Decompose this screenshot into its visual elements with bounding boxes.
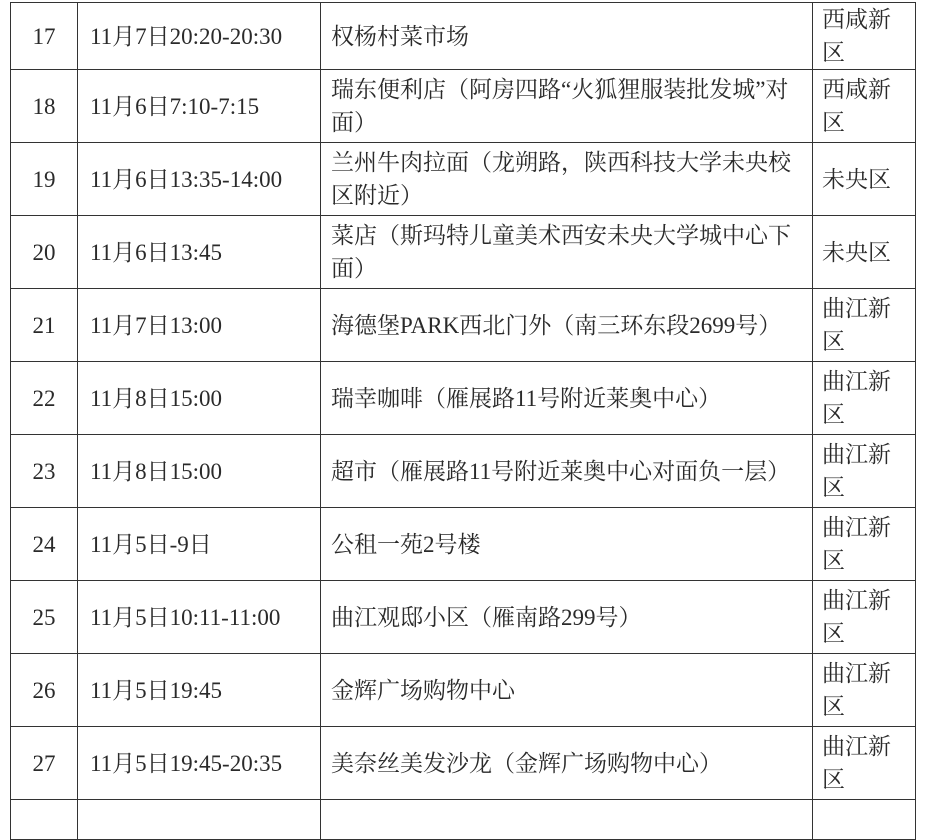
table-row (11, 727, 916, 800)
cell-index: 17 (11, 3, 78, 70)
cell-index: 20 (11, 216, 78, 289)
cell-location: 公租一苑2号楼 (321, 508, 813, 581)
table-row (11, 70, 916, 143)
cell-location: 瑞东便利店（阿房四路“火狐狸服装批发城”对面） (321, 70, 813, 143)
cell-location: 兰州牛肉拉面（龙朔路，陕西科技大学未央校区附近） (321, 143, 813, 216)
cell-time: 11月8日15:00 (78, 362, 321, 435)
cell-index: 22 (11, 362, 78, 435)
cell-time: 11月6日7:10-7:15 (78, 70, 321, 143)
cell-district: 曲江新区 (813, 362, 916, 435)
cell-location: 海德堡PARK西北门外（南三环东段2699号） (321, 289, 813, 362)
cell-district: 曲江新区 (813, 508, 916, 581)
cell-index: 23 (11, 435, 78, 508)
cell-district: 曲江新区 (813, 581, 916, 654)
cell-district: 曲江新区 (813, 727, 916, 800)
table-row (11, 143, 916, 216)
cell-district: 西咸新区 (813, 70, 916, 143)
cell-time: 11月8日15:00 (78, 435, 321, 508)
cell-location: 权杨村菜市场 (321, 3, 813, 70)
cell-time: 11月5日-9日 (78, 508, 321, 581)
cell-location: 瑞幸咖啡（雁展路11号附近莱奥中心） (321, 362, 813, 435)
cell-district: 曲江新区 (813, 654, 916, 727)
cell-district: 曲江新区 (813, 289, 916, 362)
table-row (11, 654, 916, 727)
cell-index: 27 (11, 727, 78, 800)
cell-location: 美奈丝美发沙龙（金辉广场购物中心） (321, 727, 813, 800)
table-row (11, 3, 916, 70)
cell-location: 曲江观邸小区（雁南路299号） (321, 581, 813, 654)
table-row (11, 581, 916, 654)
cell-index: 25 (11, 581, 78, 654)
cell-location: 金辉广场购物中心 (321, 654, 813, 727)
cell-index: 18 (11, 70, 78, 143)
cell-time: 11月5日19:45-20:35 (78, 727, 321, 800)
cell-location: 菜店（斯玛特儿童美术西安未央大学城中心下面） (321, 216, 813, 289)
cell-time: 11月5日10:11-11:00 (78, 581, 321, 654)
cell-index: 26 (11, 654, 78, 727)
cell-district: 未央区 (813, 216, 916, 289)
document-page (10, 2, 915, 840)
cell-index: 21 (11, 289, 78, 362)
table-row (11, 289, 916, 362)
cell-index: 24 (11, 508, 78, 581)
cell-time: 11月7日20:20-20:30 (78, 3, 321, 70)
cell-district: 曲江新区 (813, 435, 916, 508)
location-table-body (11, 3, 916, 840)
cell-index: 19 (11, 143, 78, 216)
cell-district: 西咸新区 (813, 3, 916, 70)
table-row (11, 508, 916, 581)
table-row (11, 435, 916, 508)
table-row (11, 362, 916, 435)
table-row (11, 216, 916, 289)
cell-time: 11月5日19:45 (78, 654, 321, 727)
epidemic-location-table (10, 2, 916, 840)
cell-district: 未央区 (813, 143, 916, 216)
cell-time: 11月6日13:45 (78, 216, 321, 289)
cell-location: 超市（雁展路11号附近莱奥中心对面负一层） (321, 435, 813, 508)
cell-time: 11月7日13:00 (78, 289, 321, 362)
cell-time: 11月6日13:35-14:00 (78, 143, 321, 216)
